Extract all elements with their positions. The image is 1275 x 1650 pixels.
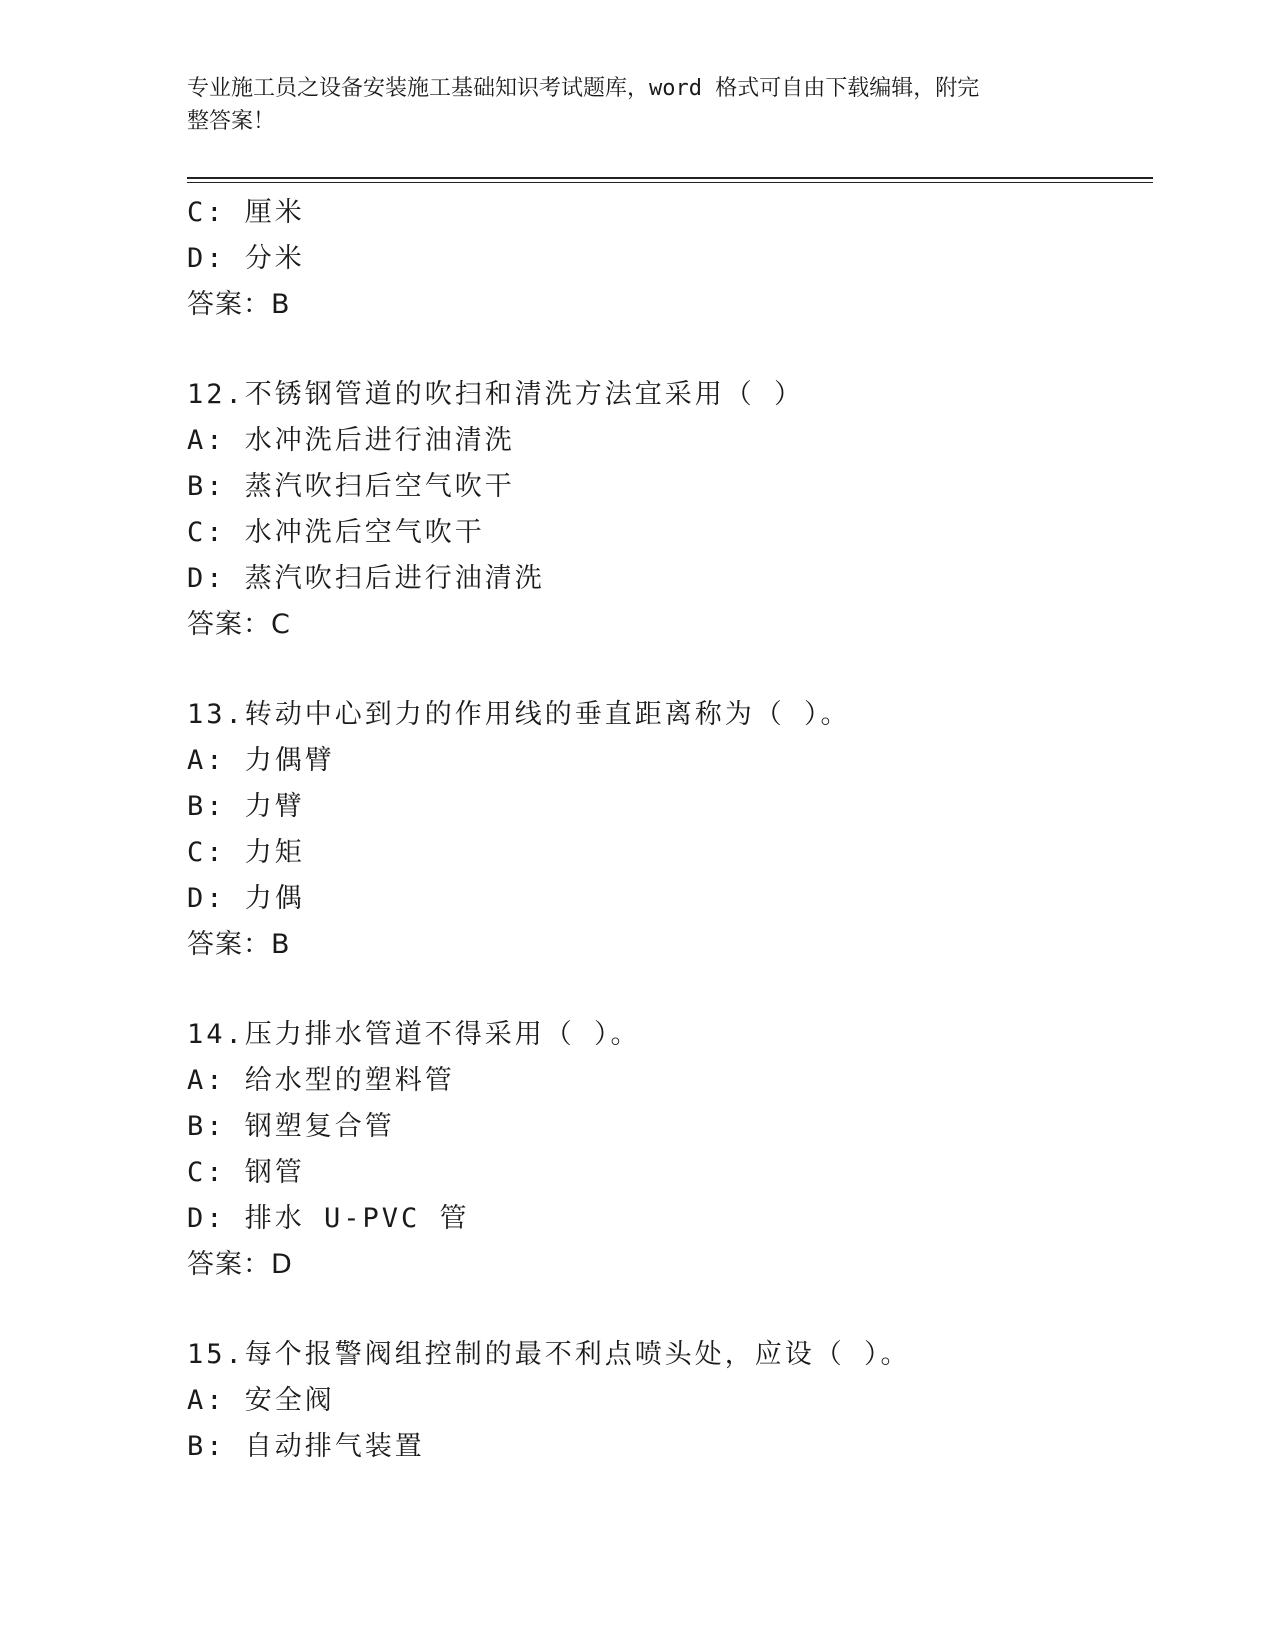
- option-c: C: 厘米: [187, 197, 305, 228]
- question-title: 12.不锈钢管道的吹扫和清洗方法宜采用（ ）: [187, 379, 805, 410]
- answer-line: 答案：D: [187, 1249, 293, 1280]
- header-line-2: 整答案！: [187, 109, 276, 134]
- answer-line: 答案：C: [187, 609, 291, 640]
- answer-line: 答案：B: [187, 929, 291, 960]
- question-15: [187, 1332, 1153, 1470]
- question-14: [187, 1012, 1153, 1288]
- question-partial: [187, 190, 1153, 328]
- option-b: B: 力臂: [187, 791, 305, 822]
- question-title: 13.转动中心到力的作用线的垂直距离称为（ ）。: [187, 699, 851, 730]
- option-d: D: 分米: [187, 243, 305, 274]
- question-13: [187, 692, 1153, 968]
- question-title: 14.压力排水管道不得采用（ ）。: [187, 1019, 641, 1050]
- option-d: D: 蒸汽吹扫后进行油清洗: [187, 563, 545, 594]
- option-c: C: 水冲洗后空气吹干: [187, 517, 485, 548]
- header-line-1: 专业施工员之设备安装施工基础知识考试题库，word 格式可自由下载编辑，附完: [187, 76, 980, 101]
- document-header: [187, 72, 1067, 138]
- option-c: C: 钢管: [187, 1157, 305, 1188]
- option-b: B: 钢塑复合管: [187, 1111, 395, 1142]
- option-d: D: 排水 U-PVC 管: [187, 1203, 470, 1234]
- header-divider-thin: [187, 182, 1153, 183]
- header-divider-thick: [187, 177, 1153, 179]
- question-title: 15.每个报警阀组控制的最不利点喷头处，应设（ ）。: [187, 1339, 911, 1370]
- option-c: C: 力矩: [187, 837, 305, 868]
- answer-line: 答案：B: [187, 289, 291, 320]
- option-a: A: 给水型的塑料管: [187, 1065, 455, 1096]
- option-d: D: 力偶: [187, 883, 305, 914]
- option-b: B: 自动排气装置: [187, 1431, 425, 1462]
- question-list: [187, 190, 1153, 1470]
- option-a: A: 水冲洗后进行油清洗: [187, 425, 515, 456]
- option-a: A: 安全阀: [187, 1385, 335, 1416]
- option-b: B: 蒸汽吹扫后空气吹干: [187, 471, 515, 502]
- option-a: A: 力偶臂: [187, 745, 335, 776]
- question-12: [187, 372, 1153, 648]
